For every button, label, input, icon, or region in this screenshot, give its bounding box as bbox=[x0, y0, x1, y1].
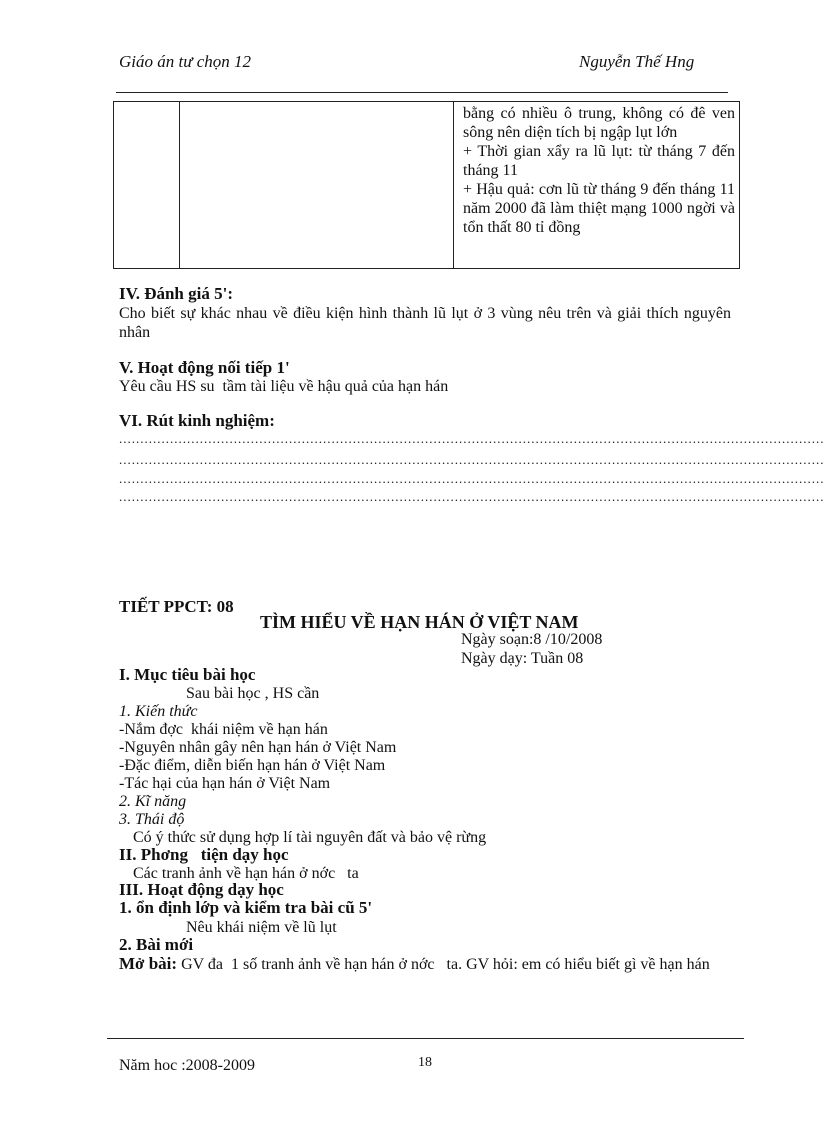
bai-moi-heading: 2. Bài mới bbox=[119, 935, 194, 954]
cell-text-2: + Thời gian xẩy ra lũ lụt: từ tháng 7 đến tháng 11 bbox=[463, 143, 735, 179]
thai-do-label: 3. Thái độ bbox=[119, 811, 185, 828]
ngay-soan: Ngày soạn:8 /10/2008 bbox=[461, 631, 603, 648]
kt-item-1: -Nắm đợc khái niệm về hạn hán bbox=[119, 721, 328, 738]
dotted-line-4: ...................................................................................................................................................................... bbox=[119, 489, 825, 504]
dotted-line-2: ...................................................................................................................................................................... bbox=[119, 452, 825, 467]
muc-tieu-heading: I. Mục tiêu bài học bbox=[119, 665, 256, 684]
mo-bai-text: GV đa 1 số tranh ảnh về hạn hán ở nớc ta. GV hỏi: em có hiểu biết gì về hạn hán bbox=[177, 956, 710, 973]
on-dinh-text: Nêu khái niệm về lũ lụt bbox=[186, 919, 337, 936]
tiet-label: TIẾT PPCT: 08 bbox=[119, 597, 234, 616]
section4-text: Cho biết sự khác nhau về điều kiện hình thành lũ lụt ở 3 vùng nêu trên và giải thích nguyên nhân bbox=[119, 305, 731, 341]
header-right: Nguyễn Thế Hng bbox=[579, 52, 695, 71]
dotted-line-1: ...................................................................................................................................................................... bbox=[119, 431, 825, 446]
header-left: Giáo án tư chọn 12 bbox=[119, 52, 252, 71]
page-number: 18 bbox=[418, 1055, 432, 1070]
dotted-line-3: ...................................................................................................................................................................... bbox=[119, 471, 825, 486]
mo-bai-label: Mở bài: bbox=[119, 954, 178, 973]
mo-bai-paragraph bbox=[119, 954, 734, 974]
table-cell-3 bbox=[454, 102, 740, 269]
section4-heading: IV. Đánh giá 5': bbox=[119, 284, 233, 303]
section5-text: Yêu cầu HS su tầm tài liệu về hậu quả của hạn hán bbox=[119, 378, 449, 395]
lesson-title: TÌM HIỂU VỀ HẠN HÁN Ở VIỆT NAM bbox=[260, 612, 579, 632]
footer-rule bbox=[107, 1038, 744, 1039]
on-dinh-heading: 1. ổn định lớp và kiểm tra bài cũ 5' bbox=[119, 898, 373, 917]
content-table bbox=[113, 101, 740, 269]
kt-item-3: -Đặc điểm, diễn biến hạn hán ở Việt Nam bbox=[119, 757, 386, 774]
cell-text-3: + Hậu quả: cơn lũ từ tháng 9 đến tháng 11 năm 2000 đã làm thiệt mạng 1000 ngời và tổn thất 80 tỉ đồng bbox=[463, 181, 735, 236]
phuong-tien-text: Các tranh ảnh về hạn hán ở nớc ta bbox=[133, 865, 359, 882]
table-cell-1 bbox=[114, 102, 180, 269]
thai-do-text: Có ý thức sử dụng hợp lí tài nguyên đất và bảo vệ rừng bbox=[133, 829, 487, 846]
header-rule bbox=[116, 92, 728, 93]
phuong-tien-heading: II. Phơng tiện dạy học bbox=[119, 845, 289, 864]
cell-text-1: bằng có nhiều ô trung, không có đê ven sông nên diện tích bị ngập lụt lớn bbox=[463, 105, 735, 141]
kt-item-4: -Tác hại của hạn hán ở Việt Nam bbox=[119, 775, 331, 792]
table-row bbox=[114, 102, 740, 269]
section5-heading: V. Hoạt động nối tiếp 1' bbox=[119, 358, 290, 377]
footer-left: Năm hoc :2008-2009 bbox=[119, 1057, 255, 1074]
sau-bai-hoc: Sau bài học , HS cần bbox=[186, 685, 320, 702]
kt-item-2: -Nguyên nhân gây nên hạn hán ở Việt Nam bbox=[119, 739, 397, 756]
ki-nang-label: 2. Kĩ năng bbox=[119, 793, 187, 810]
section6-heading: VI. Rút kinh nghiệm: bbox=[119, 411, 275, 430]
kien-thuc-label: 1. Kiến thức bbox=[119, 703, 198, 720]
hoat-dong-heading: III. Hoạt động dạy học bbox=[119, 880, 284, 899]
ngay-day: Ngày dạy: Tuần 08 bbox=[461, 650, 584, 667]
table-cell-2 bbox=[180, 102, 454, 269]
